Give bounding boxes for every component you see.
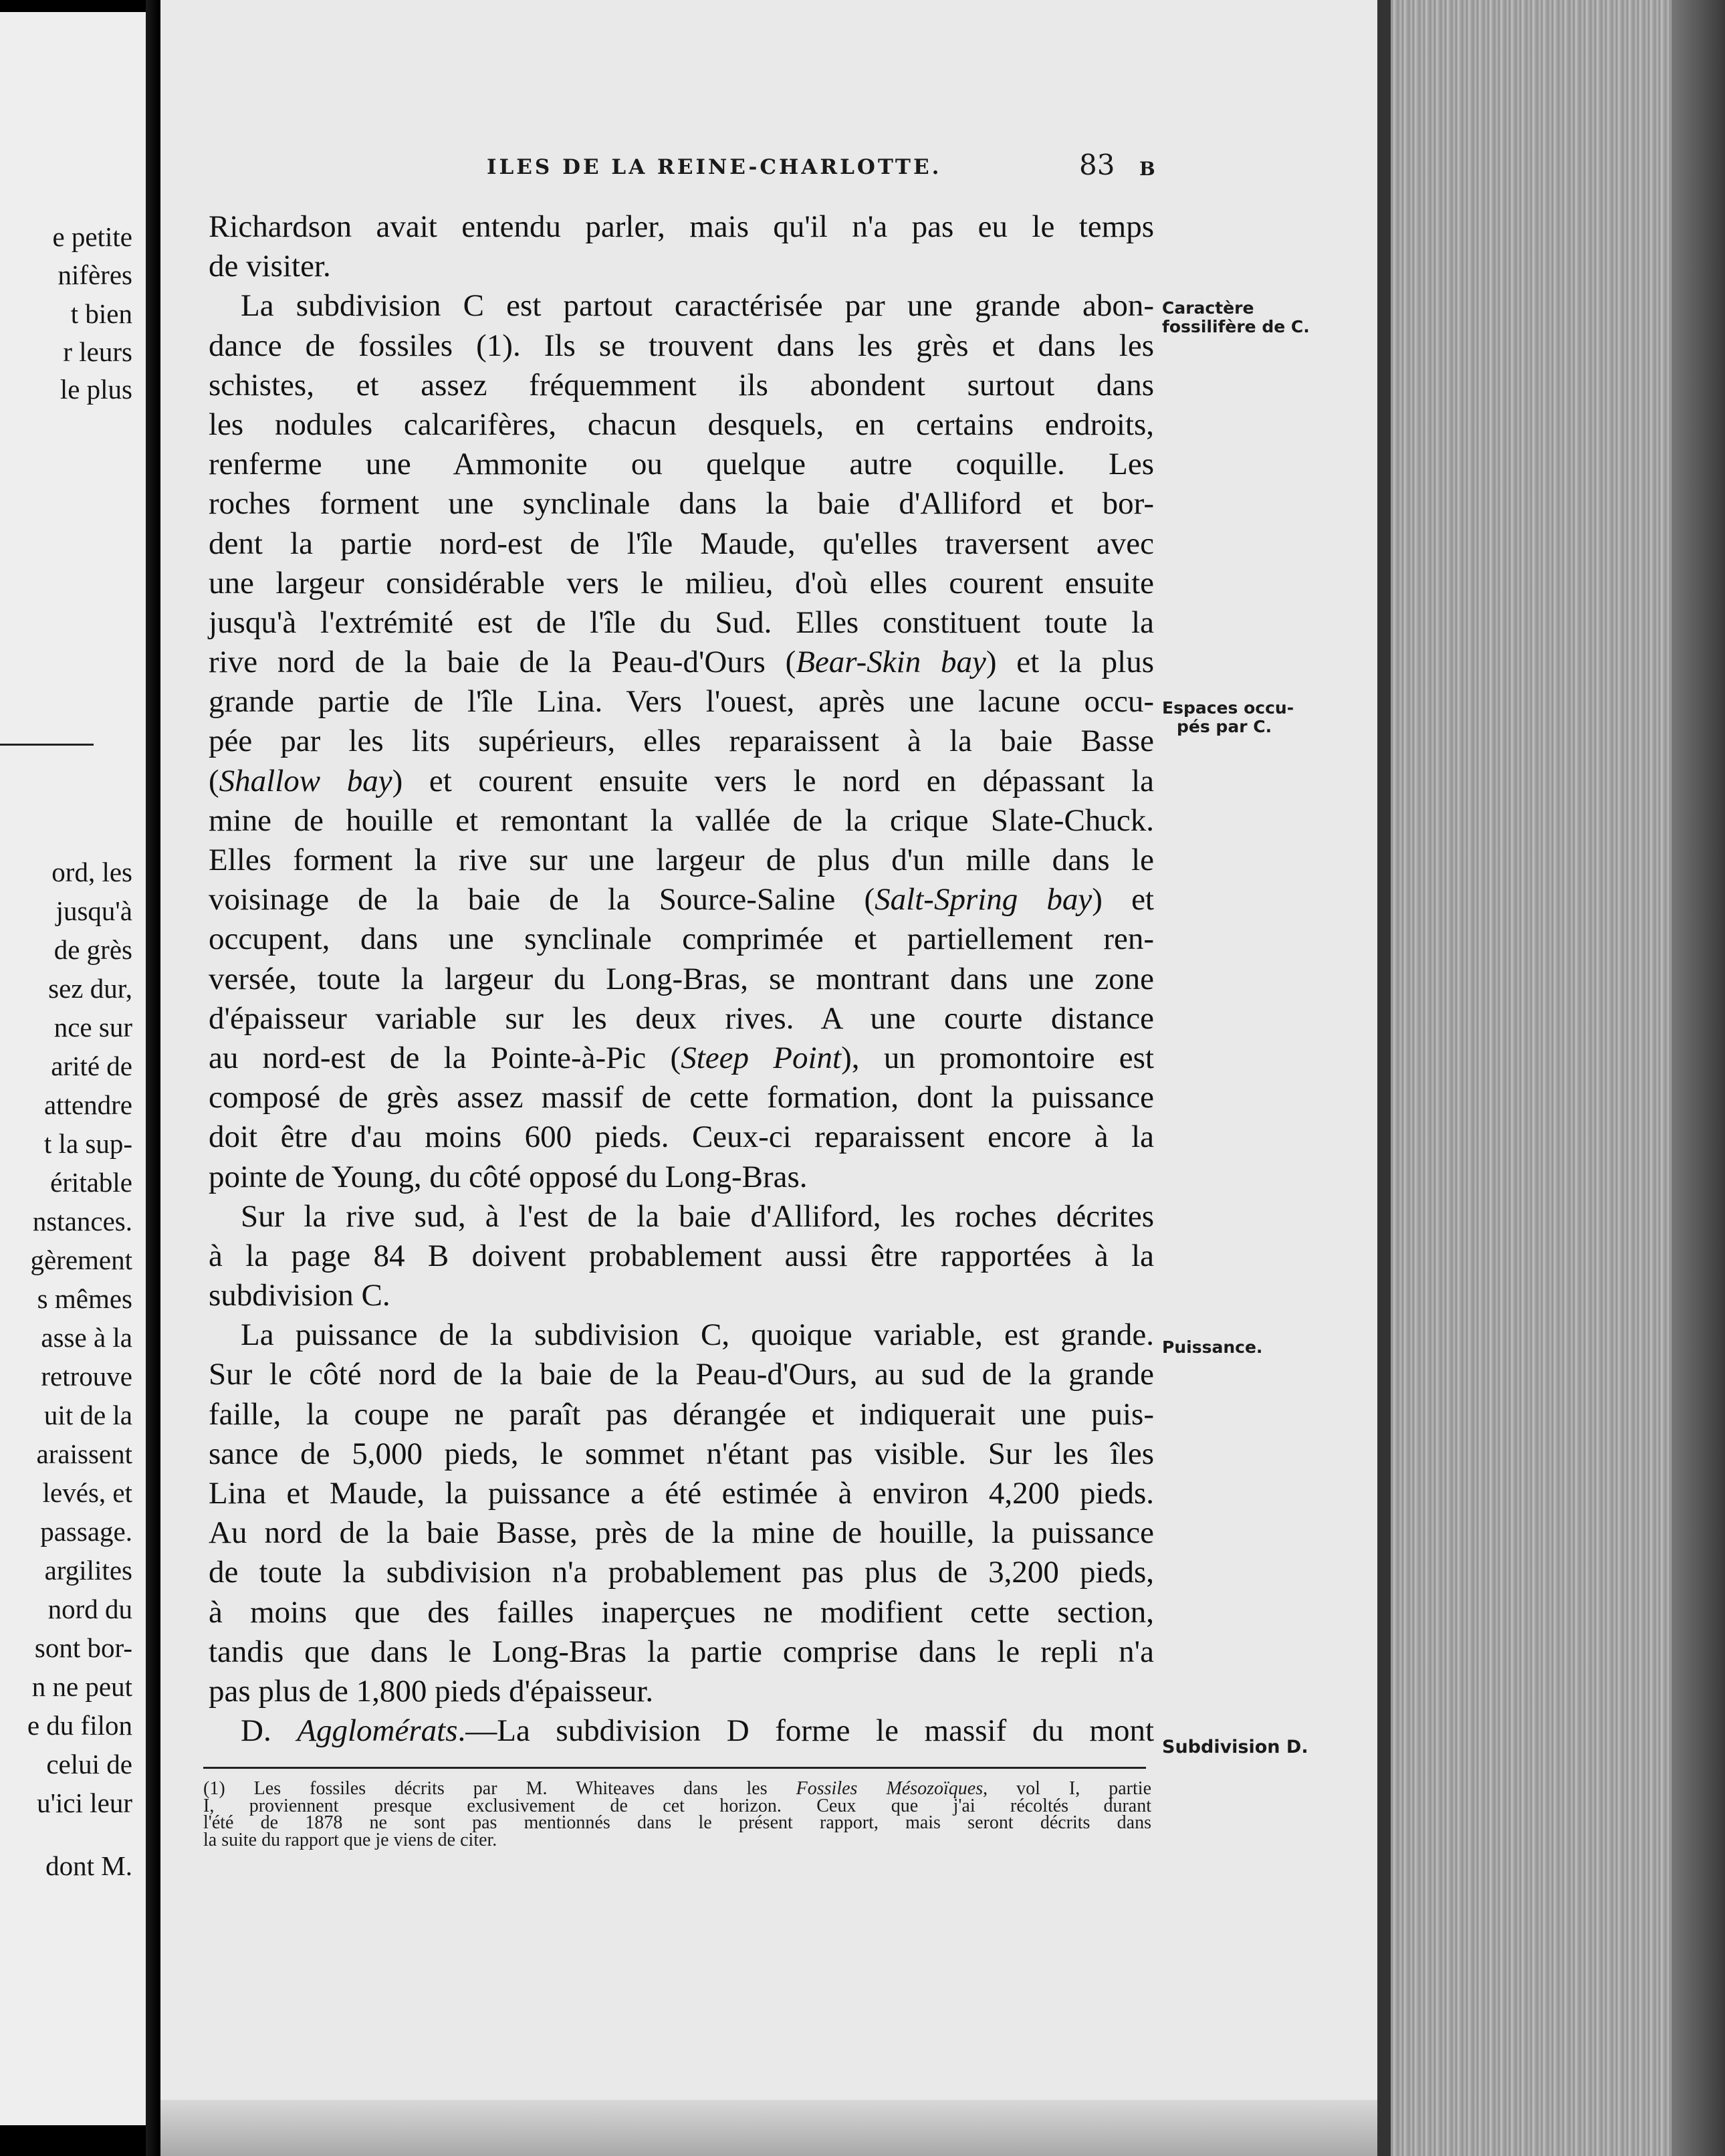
margin-note-space-1: Espaces occu- xyxy=(1162,698,1294,718)
text-line: subdivision C. xyxy=(209,1278,390,1313)
footnote-line: la suite du rapport que je viens de citer. xyxy=(203,1829,497,1850)
text-line: Sur la rive sud, à l'est de la baie d'Alliford, les roches décrites xyxy=(241,1198,1154,1234)
text-line: faille, la coupe ne paraît pas dérangée et indiquerait une puis- xyxy=(209,1396,1154,1432)
text-line: La subdivision C est partout caractérisée par une grande abon- xyxy=(241,288,1154,324)
text-line xyxy=(209,1711,1154,1751)
margin-note-subdivision-d: Subdivision D. xyxy=(1162,1737,1308,1757)
footnote xyxy=(203,1780,1151,1848)
text-line: pointe de Young, du côté opposé du Long-Bras. xyxy=(209,1159,808,1194)
text-segment: (1) Les fossiles décrits par M. Whiteaves dans les xyxy=(203,1778,796,1799)
text-segment: ( xyxy=(209,763,219,798)
facing-page-text-fragment: araissent xyxy=(36,1438,132,1469)
facing-page-text-fragment: attendre xyxy=(43,1089,132,1120)
facing-page-text-fragment: e petite xyxy=(52,221,132,252)
facing-page-text-fragment: uit de la xyxy=(43,1400,132,1430)
text-line: composé de grès assez massif de cette formation, dont la puissance xyxy=(209,1080,1154,1115)
text-segment: voisinage de la baie de la Source-Saline ( xyxy=(209,882,875,918)
facing-page-text-fragment: éritable xyxy=(50,1167,132,1198)
text-line: Richardson avait entendu parler, mais qu'il n'a pas eu le temps xyxy=(209,209,1154,244)
text-segment: ), un promontoire est xyxy=(841,1040,1154,1075)
cited-work-italic: Fossiles Mésozoïques xyxy=(796,1778,984,1799)
text-line xyxy=(209,880,1154,920)
text-line: renferme une Ammonite ou quelque autre coquille. Les xyxy=(209,447,1154,482)
page-edge-shadow xyxy=(1377,0,1391,2156)
footnote-line: I, proviennent presque exclusivement de cet horizon. Ceux que j'ai récoltés durant xyxy=(203,1795,1151,1816)
running-title: ILES DE LA REINE-CHARLOTTE. xyxy=(487,155,942,179)
text-line: grande partie de l'île Lina. Vers l'ouest, après une lacune occu- xyxy=(209,684,1154,720)
text-line xyxy=(209,762,1154,801)
text-line: doit être d'au moins 600 pieds. Ceux-ci reparaissent encore à la xyxy=(209,1119,1154,1155)
text-line: d'épaisseur variable sur les deux rives. A une courte distance xyxy=(209,1000,1154,1036)
facing-page-text-fragment: sez dur, xyxy=(48,973,132,1004)
page-series-letter: B xyxy=(1139,158,1155,180)
facing-page-text-fragment: le plus xyxy=(60,374,132,405)
page-number: 83 xyxy=(1079,148,1115,181)
facing-page-left xyxy=(0,12,146,2125)
text-line: à la page 84 B doivent probablement aussi être rapportées à la xyxy=(209,1238,1154,1273)
facing-page-text-fragment: arité de xyxy=(51,1051,132,1081)
text-line: pas plus de 1,800 pieds d'épaisseur. xyxy=(209,1673,654,1709)
place-name-italic: Salt-Spring bay xyxy=(875,882,1092,918)
text-line: sance de 5,000 pieds, le sommet n'étant pas visible. Sur les îles xyxy=(209,1436,1154,1471)
text-line: les nodules calcarifères, chacun desquels, en certains endroits, xyxy=(209,407,1154,442)
text-line: de toute la subdivision n'a probablement pas plus de 3,200 pieds, xyxy=(209,1555,1154,1590)
footnote-line xyxy=(203,1780,1151,1798)
text-line: roches forment une synclinale dans la baie d'Alliford et bor- xyxy=(209,486,1154,522)
text-line: tandis que dans le Long-Bras la partie comprise dans le repli n'a xyxy=(209,1634,1154,1669)
text-line: La puissance de la subdivision C, quoique variable, est grande. xyxy=(241,1317,1154,1353)
text-segment: D. xyxy=(241,1713,298,1749)
place-name-italic: Bear-Skin bay xyxy=(796,645,986,680)
text-line: dance de fossiles (1). Ils se trouvent dans les grès et dans les xyxy=(209,328,1154,363)
text-line xyxy=(209,1039,1154,1078)
text-line: Sur le côté nord de la baie de la Peau-d'Ours, au sud de la grande xyxy=(209,1357,1154,1392)
subdivision-title-italic: Agglomérats xyxy=(297,1713,458,1749)
facing-page-text-fragment: t la sup- xyxy=(43,1128,132,1159)
text-line: Elles forment la rive sur une largeur de plus d'un mille dans le xyxy=(209,843,1154,877)
text-segment: , vol I, partie xyxy=(983,1778,1151,1799)
facing-page-text-fragment: t bien xyxy=(70,298,132,329)
facing-page-text-fragment: gèrement xyxy=(30,1245,132,1275)
text-line: occupent, dans une synclinale comprimée et partiellement ren- xyxy=(209,922,1154,957)
facing-page-text-fragment: e du filon xyxy=(27,1710,132,1741)
facing-page-text-fragment: jusqu'à xyxy=(55,895,132,926)
margin-note-space-2: pés par C. xyxy=(1177,717,1272,736)
facing-page-text-fragment: s mêmes xyxy=(37,1283,132,1314)
footnote-rule xyxy=(203,1767,1146,1769)
margin-note-thickness: Puissance. xyxy=(1162,1337,1263,1357)
facing-page-text-fragment: celui de xyxy=(46,1749,132,1780)
facing-page-text-fragment: dont M. xyxy=(45,1850,132,1881)
facing-page-text-fragment: passage. xyxy=(40,1516,132,1547)
text-line: schistes, et assez fréquemment ils abondent surtout dans xyxy=(209,367,1154,403)
text-segment: ) et xyxy=(1092,882,1154,918)
facing-page-text-fragment: de grès xyxy=(53,934,132,965)
text-line xyxy=(209,643,1154,682)
facing-page-text-fragment: u'ici leur xyxy=(37,1788,132,1818)
facing-page-rule xyxy=(0,744,94,746)
text-line: dent la partie nord-est de l'île Maude, qu'elles traversent avec xyxy=(209,526,1154,561)
text-segment: au nord-est de la Pointe-à-Pic ( xyxy=(209,1040,681,1075)
facing-page-text-fragment: nce sur xyxy=(53,1012,132,1043)
text-line: pée par les lits supérieurs, elles reparaissent à la baie Basse xyxy=(209,724,1154,759)
facing-page-text-fragment: asse à la xyxy=(41,1322,132,1353)
facing-page-text-fragment: n ne peut xyxy=(31,1671,132,1702)
place-name-italic: Shallow bay xyxy=(219,763,392,798)
text-line: de visiter. xyxy=(209,249,331,284)
text-segment: ) et la plus xyxy=(986,645,1155,680)
page-bottom-shadow xyxy=(160,2100,1391,2156)
text-segment: ) et courent ensuite vers le nord en dépassant la xyxy=(392,763,1154,798)
text-line: versée, toute la largeur du Long-Bras, se montrant dans une zone xyxy=(209,961,1154,996)
facing-page-text-fragment: nifères xyxy=(58,259,132,290)
facing-page-text-fragment: ord, les xyxy=(51,857,132,887)
text-segment: .—La subdivision D forme le massif du mont xyxy=(457,1713,1155,1749)
margin-note-fossils-2: fossilifère de C. xyxy=(1162,317,1310,336)
facing-page-text-fragment: sont bor- xyxy=(34,1632,132,1663)
facing-page-text-fragment: nord du xyxy=(47,1594,132,1624)
text-line: jusqu'à l'extrémité est de l'île du Sud. Elles constituent toute la xyxy=(209,605,1154,640)
facing-page-text-fragment: levés, et xyxy=(42,1477,132,1508)
text-line: à moins que des failles inaperçues ne modifient cette section, xyxy=(209,1594,1154,1630)
margin-note-fossils-1: Caractère xyxy=(1162,298,1254,318)
text-segment: rive nord de la baie de la Peau-d'Ours ( xyxy=(209,645,796,680)
facing-page-text-fragment: argilites xyxy=(44,1555,132,1586)
scan-background-right xyxy=(1672,0,1725,2156)
place-name-italic: Steep Point xyxy=(681,1040,842,1075)
facing-page-text-fragment: retrouve xyxy=(41,1361,132,1392)
text-line: Au nord de la baie Basse, près de la mine de houille, la puissance xyxy=(209,1515,1154,1551)
text-line: une largeur considérable vers le milieu, d'où elles courent ensuite xyxy=(209,565,1154,601)
text-line: mine de houille et remontant la vallée de la crique Slate-Chuck. xyxy=(209,802,1154,838)
facing-page-text-fragment: r leurs xyxy=(63,336,132,367)
footnote-line: l'été de 1878 ne sont pas mentionnés dans le présent rapport, mais seront décrits dans xyxy=(203,1812,1151,1833)
facing-page-text-fragment: nstances. xyxy=(32,1206,132,1236)
body-text xyxy=(209,207,1154,1751)
text-line: Lina et Maude, la puissance a été estimée à environ 4,200 pieds. xyxy=(209,1476,1154,1511)
